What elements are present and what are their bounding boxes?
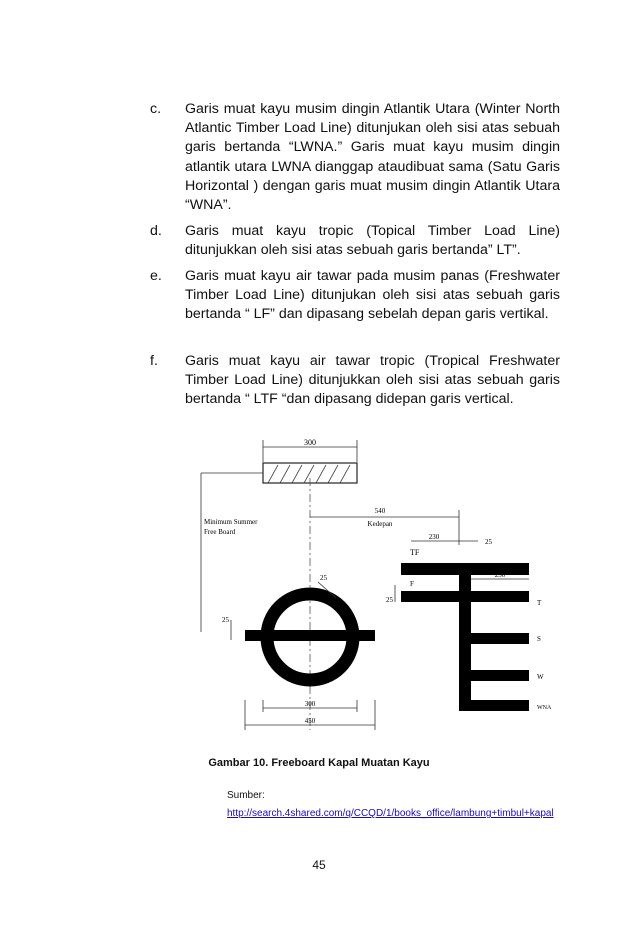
kedepan-label: Kedepan [367, 520, 393, 528]
dim-label-300: 300 [304, 700, 316, 708]
w-label: W [537, 673, 544, 681]
dim-label-top: 300 [304, 438, 316, 447]
dim-label-25-top: 25 [485, 538, 492, 546]
item-letter: c. [150, 101, 162, 117]
item-text: Garis muat kayu air tawar pada musim panas (Freshwater Timber Load Line) ditunjukan oleh sisi atas sebuah garis bertanda “ LF” dan dipasang sebelah depan garis vertikal. [185, 268, 560, 323]
list-item-c [150, 100, 560, 214]
list-item-f [150, 352, 560, 412]
page-number: 45 [312, 858, 326, 872]
item-letter: d. [150, 223, 162, 239]
source-label: Sumber: [227, 790, 265, 801]
item-text: Garis muat kayu tropic (Topical Timber Load Line) ditunjukkan oleh sisi atas sebuah garis bertanda” LT”. [185, 223, 560, 259]
dim-label-230-top: 230 [428, 533, 440, 541]
mark-wna [471, 700, 529, 711]
mark-t [471, 591, 529, 602]
mark-f [401, 591, 459, 602]
item-letter: f. [150, 353, 158, 369]
s-label: S [537, 635, 541, 643]
item-text: Garis muat kayu musim dingin Atlantik Utara (Winter North Atlantic Timber Load Line) ditunjukan oleh sisi atas sebuah garis bertanda “LWNA.” Garis muat kayu musim dingin atlantik utara LWNA dianggap ataudibuat sama (Satu Garis Horizontal ) dengan garis muat musim dingin Atlantik Utara “WNA”. [185, 101, 560, 214]
vertical-line [459, 563, 471, 711]
figure-caption: Gambar 10. Freeboard Kapal Muatan Kayu [208, 757, 430, 769]
mark-w [471, 670, 529, 681]
f-label: F [410, 580, 414, 588]
dim-label-25-left: 25 [222, 616, 229, 624]
freeboard-label-1: Minimum Summer [204, 518, 258, 526]
dim-label-230-right: 230 [494, 571, 506, 579]
tf-label: TF [410, 548, 420, 557]
wna-label: WNA [537, 705, 552, 711]
dim-label-25-circle: 25 [320, 574, 327, 582]
list-item-e [150, 267, 560, 347]
plimsoll-bar [245, 630, 375, 641]
source-link[interactable]: http://search.4shared.com/q/CCQD/1/books_office/lambung+timbul+kapal [227, 808, 554, 819]
freeboard-diagram [185, 435, 565, 735]
item-text: Garis muat kayu air tawar tropic (Tropical Freshwater Timber Load Line) ditunjukkan oleh sisi atas sebuah garis bertanda “ LTF “dan dipasang didepan garis vertical. [185, 353, 560, 408]
freeboard-label-2: Free Board [204, 528, 236, 536]
dim-label-25-f: 25 [386, 596, 393, 604]
dim-label-540: 540 [374, 507, 386, 515]
mark-s [471, 633, 529, 644]
load-line-marks [401, 563, 529, 711]
list-item-d [150, 222, 560, 262]
dim-label-450: 450 [304, 717, 316, 725]
item-letter: e. [150, 268, 162, 284]
t-label: T [537, 599, 542, 607]
